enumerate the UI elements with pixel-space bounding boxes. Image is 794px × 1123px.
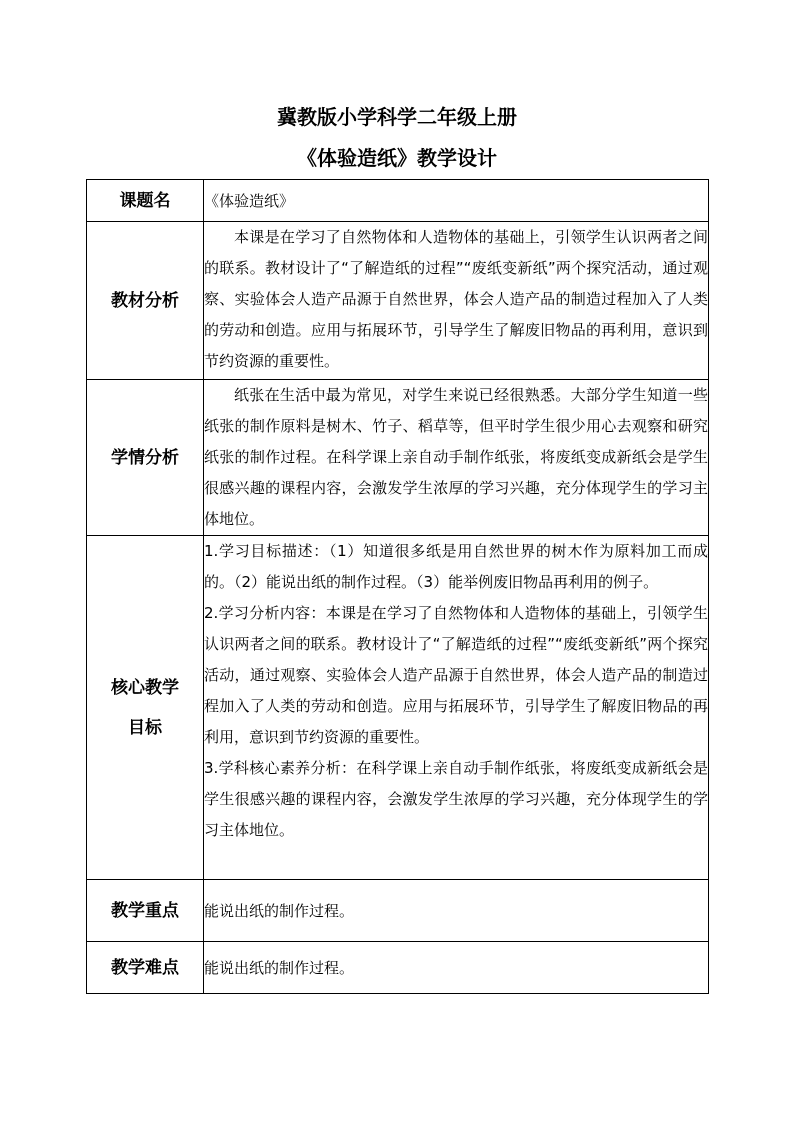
content-textbook-analysis	[204, 222, 709, 380]
document-title: 冀教版小学科学二年级上册	[277, 105, 517, 129]
label-topic: 课题名	[87, 180, 204, 222]
label-core-objectives-line2: 目标	[128, 717, 162, 738]
table-row-key-points	[87, 880, 709, 942]
label-textbook-analysis: 教材分析	[87, 222, 204, 380]
content-key-points: 能说出纸的制作过程。	[204, 880, 709, 942]
label-student-analysis: 学情分析	[87, 380, 204, 536]
table-row-core-objectives	[87, 536, 709, 880]
content-difficulties: 能说出纸的制作过程。	[204, 942, 709, 994]
textbook-analysis-text: 本课是在学习了自然物体和人造物体的基础上，引领学生认识两者之间的联系。教材设计了“了解造纸的过程”“废纸变新纸”两个探究活动，通过观察、实验体会人造产品源于自然世界，体会人造产品的制造过程加入了人类的劳动和创造。应用与拓展环节，引导学生了解废旧物品的再利用，意识到节约资源的重要性。	[204, 228, 708, 370]
label-difficulties: 教学难点	[87, 942, 204, 994]
lesson-design-table	[86, 179, 709, 994]
table-row-topic	[87, 180, 709, 222]
table-row-difficulties	[87, 942, 709, 994]
student-analysis-text: 纸张在生活中最为常见，对学生来说已经很熟悉。大部分学生知道一些纸张的制作原料是树木、竹子、稻草等，但平时学生很少用心去观察和研究纸张的制作过程。在科学课上亲自动手制作纸张，将废纸变成新纸会是学生很感兴趣的课程内容，会激发学生浓厚的学习兴趣，充分体现学生的学习主体地位。	[204, 386, 708, 528]
objective-item-3: 3.学科核心素养分析：在科学课上亲自动手制作纸张，将废纸变成新纸会是学生很感兴趣的课程内容，会激发学生浓厚的学习兴趣，充分体现学生的学习主体地位。	[204, 759, 708, 839]
label-core-objectives	[87, 536, 204, 880]
table-row-textbook-analysis	[87, 222, 709, 380]
content-core-objectives	[204, 536, 709, 880]
table-row-student-analysis	[87, 380, 709, 536]
document-subtitle: 《体验造纸》教学设计	[297, 146, 497, 170]
content-student-analysis	[204, 380, 709, 536]
objective-item-2: 2.学习分析内容：本课是在学习了自然物体和人造物体的基础上，引领学生认识两者之间的联系。教材设计了“了解造纸的过程”“废纸变新纸”两个探究活动，通过观察、实验体会人造产品源于自然世界，体会人造产品的制造过程加入了人类的劳动和创造。应用与拓展环节，引导学生了解废旧物品的再利用，意识到节约资源的重要性。	[204, 604, 708, 746]
label-core-objectives-line1: 核心教学	[111, 677, 179, 698]
label-key-points: 教学重点	[87, 880, 204, 942]
objective-item-1: 1.学习目标描述：（1）知道很多纸是用自然世界的树木作为原料加工而成的。（2）能说出纸的制作过程。（3）能举例废旧物品再利用的例子。	[204, 542, 708, 591]
content-topic: 《体验造纸》	[204, 180, 709, 222]
